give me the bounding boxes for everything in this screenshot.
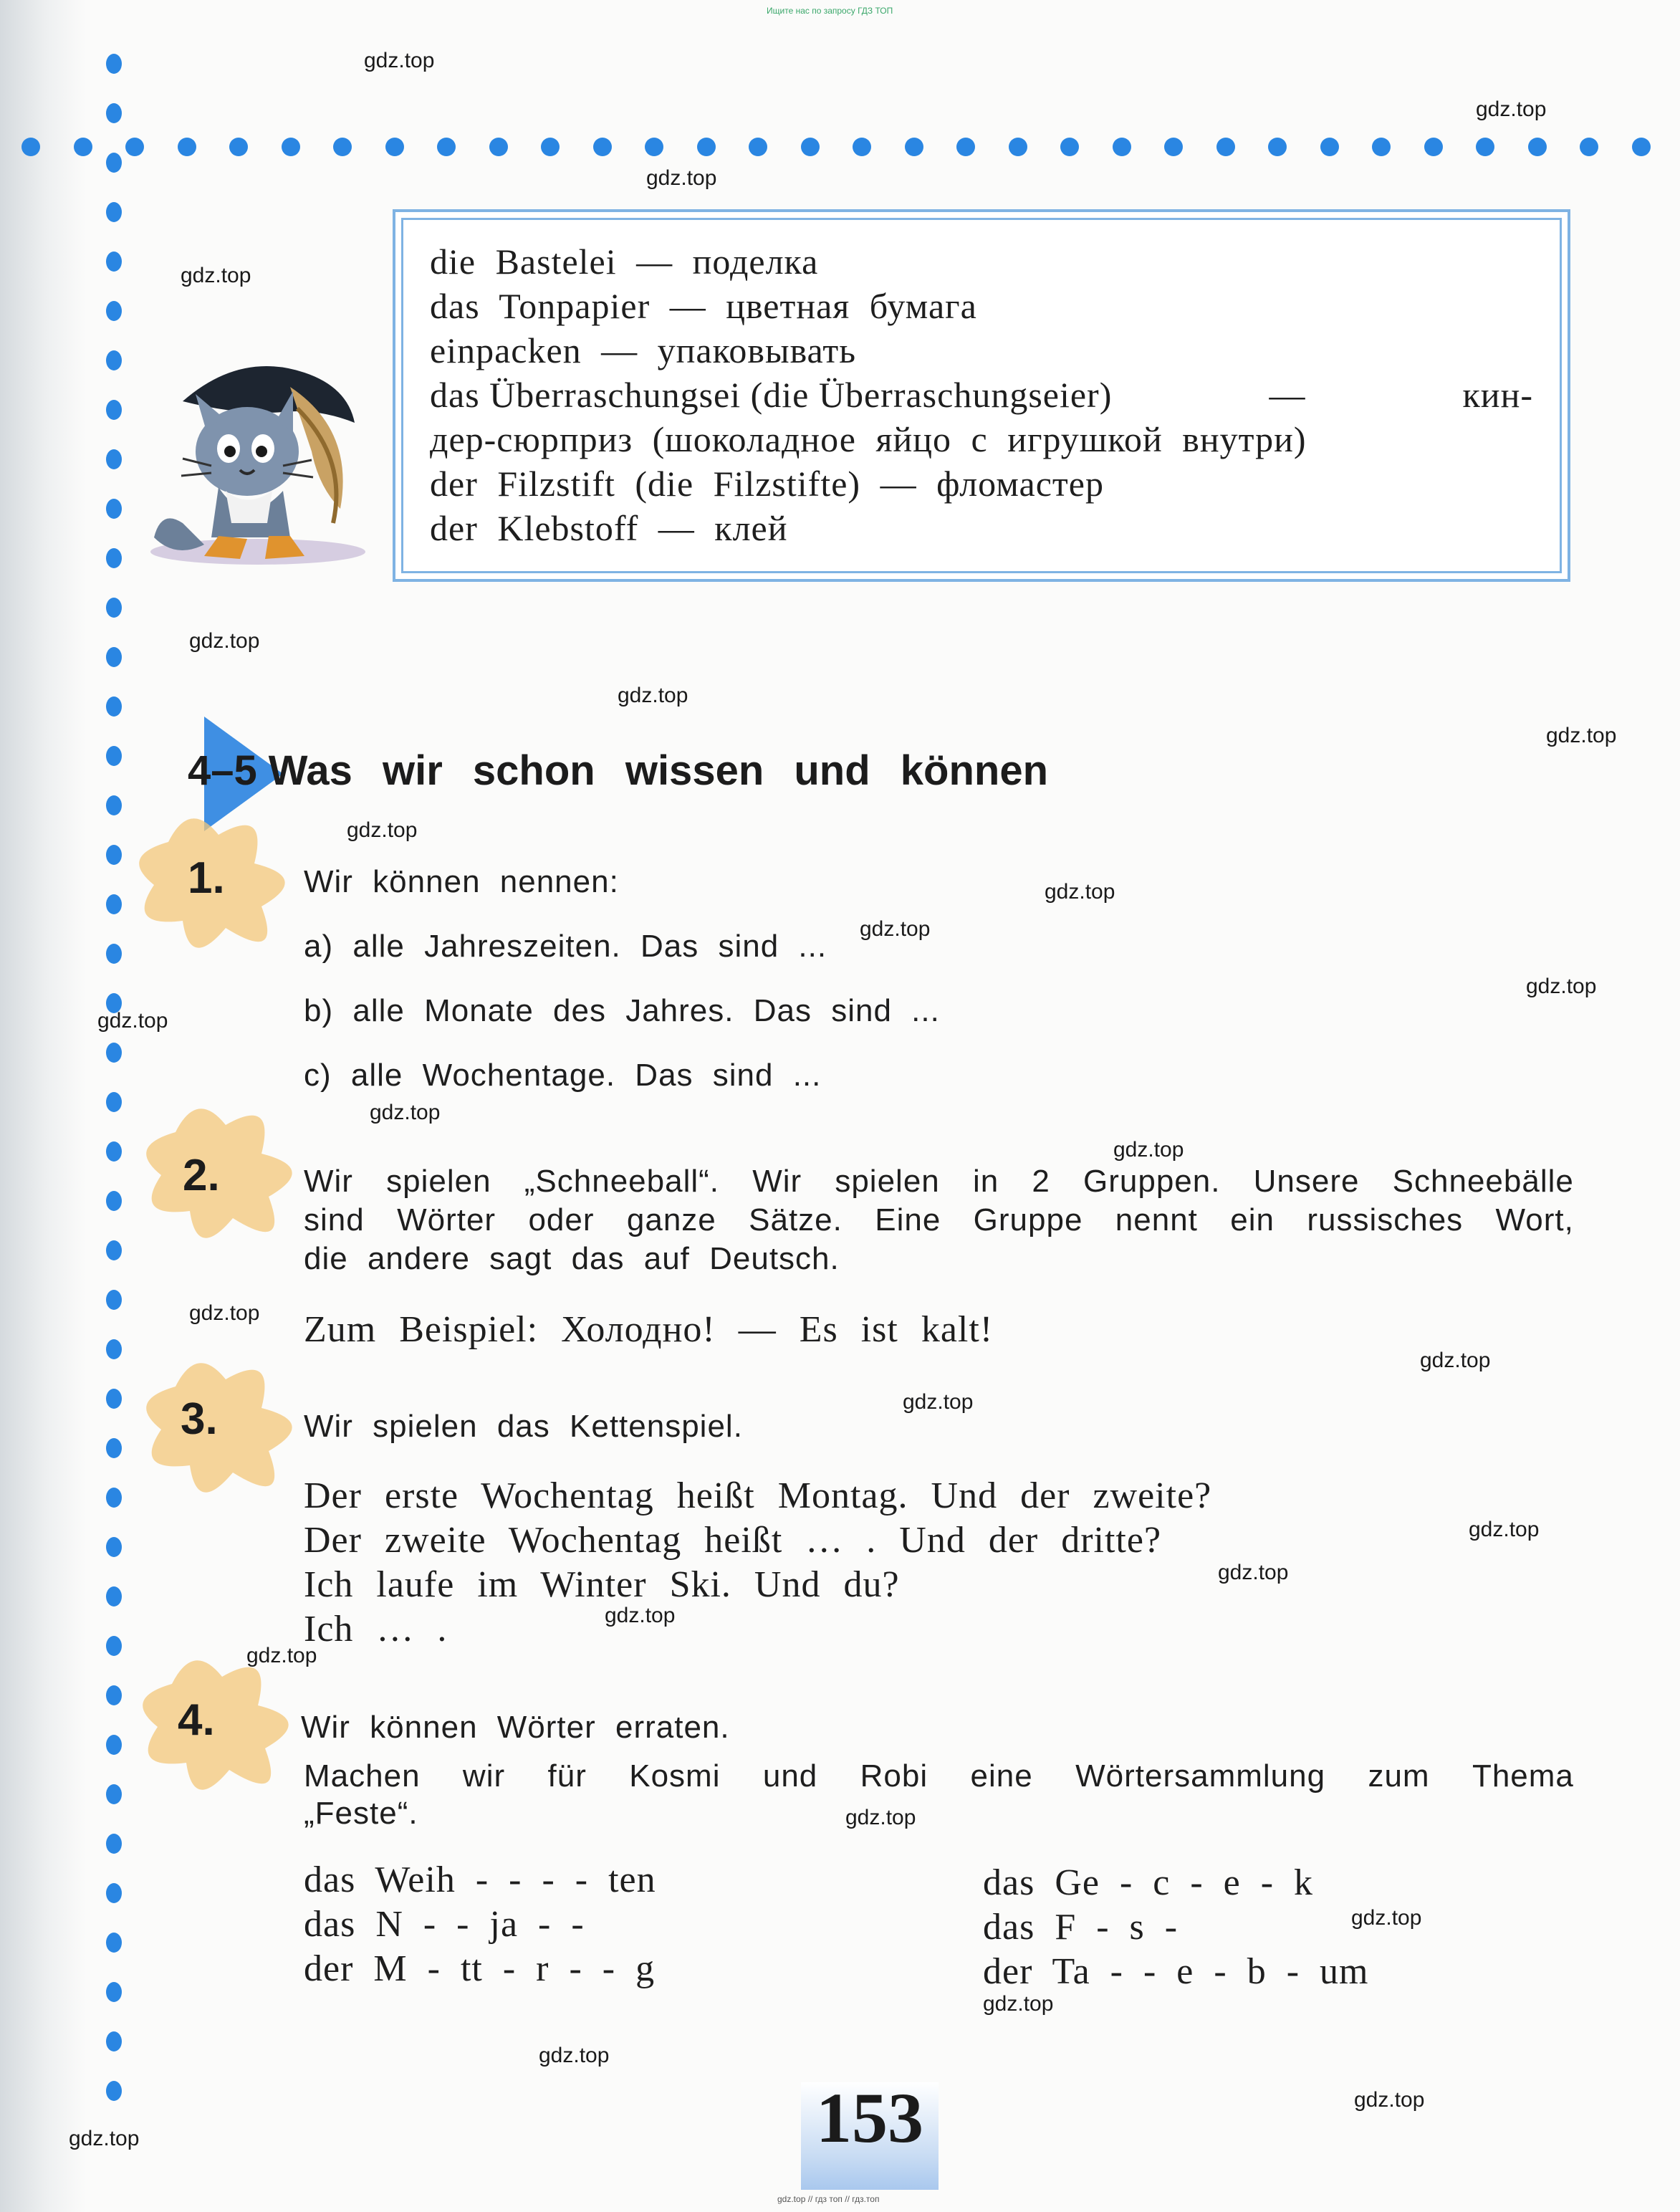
watermark-text: gdz.top — [845, 1806, 916, 1829]
exercise-intro: Wir können nennen: — [304, 864, 619, 899]
border-dot-icon — [106, 153, 122, 173]
watermark-text: gdz.top — [347, 818, 418, 842]
exercise-text-line: Ich … . — [304, 1609, 448, 1650]
vocab-line: das Überraschungsei (die Überraschungseier) — кин- — [430, 375, 1533, 415]
border-dot-icon — [74, 138, 92, 156]
exercise-number: 2. — [183, 1151, 220, 1200]
word-puzzle: der Ta - - e - b - um — [983, 1951, 1369, 1992]
border-dot-icon — [1268, 138, 1287, 156]
border-dot-icon — [106, 647, 122, 667]
border-dot-icon — [749, 138, 767, 156]
border-dot-icon — [1424, 138, 1443, 156]
border-dot-icon — [178, 138, 196, 156]
border-dot-icon — [106, 1685, 122, 1705]
watermark-text: gdz.top — [618, 684, 688, 707]
word-puzzle: das Ge - c - e - k — [983, 1862, 1314, 1903]
exercise-text-line: Ich laufe im Winter Ski. Und du? — [304, 1564, 900, 1605]
vocab-line: einpacken — упаковывать — [430, 330, 857, 370]
border-dot-icon — [905, 138, 923, 156]
watermark-text: gdz.top — [370, 1101, 441, 1124]
border-dot-icon — [1580, 138, 1598, 156]
border-dot-icon — [385, 138, 404, 156]
watermark-text: gdz.top — [1113, 1138, 1184, 1162]
exercise-intro: Wir können Wörter erraten. — [301, 1710, 730, 1745]
border-dot-icon — [106, 1141, 122, 1162]
border-dot-icon — [1528, 138, 1547, 156]
watermark-text: gdz.top — [646, 166, 717, 190]
border-dot-icon — [106, 1389, 122, 1409]
border-dot-icon — [106, 1586, 122, 1607]
exercise-text-line: Der zweite Wochentag heißt … . Und der dritte? — [304, 1520, 1162, 1561]
watermark-text: gdz.top — [364, 49, 435, 72]
border-dot-icon — [106, 1438, 122, 1458]
watermark-text: gdz.top — [1526, 975, 1597, 998]
vocab-line: der Filzstift (die Filzstifte) — фломастер — [430, 464, 1104, 504]
watermark-text: gdz.top — [1420, 1349, 1491, 1372]
border-dot-icon — [106, 548, 122, 568]
exercise-task: Machen wir für Kosmi und Robi eine Wörtersammlung zum Thema — [304, 1758, 1574, 1794]
border-dot-icon — [106, 1784, 122, 1804]
exercise-item: c) alle Wochentage. Das sind ... — [304, 1058, 822, 1093]
exercise-item: a) alle Jahreszeiten. Das sind ... — [304, 929, 827, 964]
top-banner: Ищите нас по запросу ГДЗ ТОП — [767, 6, 893, 16]
border-dot-icon — [106, 1240, 122, 1260]
watermark-text: gdz.top — [1354, 2088, 1425, 2112]
exercise-text-line: Wir spielen „Schneeball“. Wir spielen in 2 Gruppen. Unsere Schneebälle — [304, 1164, 1574, 1199]
border-dot-icon — [541, 138, 560, 156]
watermark-text: gdz.top — [860, 917, 931, 941]
border-dot-icon — [106, 1290, 122, 1310]
section-title: 4–5 Was wir schon wissen und können — [188, 747, 1048, 794]
border-dot-icon — [1632, 138, 1651, 156]
vocabulary-box — [393, 209, 1570, 582]
border-dot-icon — [106, 746, 122, 766]
border-dot-icon — [106, 1735, 122, 1755]
border-dot-icon — [1372, 138, 1391, 156]
border-dot-icon — [229, 138, 248, 156]
border-dot-icon — [106, 1191, 122, 1211]
word-puzzle: der M - tt - r - - g — [304, 1948, 656, 1989]
border-dot-icon — [1216, 138, 1235, 156]
paint-blot-icon — [129, 1641, 315, 1813]
word-puzzle: das Weih - - - - ten — [304, 1859, 656, 1900]
exercise-item: b) alle Monate des Jahres. Das sind ... — [304, 993, 940, 1028]
border-dot-icon — [106, 499, 122, 519]
border-dot-icon — [106, 252, 122, 272]
border-dot-icon — [1113, 138, 1131, 156]
border-dot-icon — [106, 944, 122, 964]
watermark-text: gdz.top — [983, 1992, 1054, 2016]
border-dot-icon — [645, 138, 663, 156]
watermark-text: gdz.top — [1045, 880, 1115, 904]
vocab-line: дер-сюрприз (шоколадное яйцо с игрушкой внутри) — [430, 419, 1307, 459]
watermark-text: gdz.top — [69, 2127, 140, 2150]
border-dot-icon — [106, 1982, 122, 2002]
exercise-intro: Wir spielen das Kettenspiel. — [304, 1409, 743, 1444]
border-dot-icon — [106, 1636, 122, 1656]
border-dot-icon — [106, 1883, 122, 1903]
watermark-text: gdz.top — [1351, 1906, 1422, 1930]
watermark-text: gdz.top — [189, 1301, 260, 1325]
watermark-text: gdz.top — [605, 1604, 676, 1627]
border-dot-icon — [1320, 138, 1339, 156]
border-dot-icon — [106, 1092, 122, 1112]
exercise-text-line: Der erste Wochentag heißt Montag. Und der zweite? — [304, 1475, 1212, 1516]
watermark-text: gdz.top — [189, 629, 260, 653]
border-dot-icon — [956, 138, 975, 156]
border-dot-icon — [106, 350, 122, 370]
border-dot-icon — [106, 1834, 122, 1854]
border-dot-icon — [853, 138, 871, 156]
border-dot-icon — [106, 54, 122, 74]
border-dot-icon — [106, 845, 122, 865]
border-dot-icon — [106, 2031, 122, 2051]
watermark-text: gdz.top — [1546, 724, 1617, 747]
border-dot-icon — [1164, 138, 1183, 156]
watermark-text: gdz.top — [1218, 1561, 1289, 1584]
border-dot-icon — [106, 1933, 122, 1953]
exercise-task: „Feste“. — [304, 1796, 418, 1831]
border-dot-icon — [21, 138, 40, 156]
word-puzzle: das F - s - — [983, 1907, 1179, 1948]
paint-blot-icon — [133, 1089, 319, 1261]
watermark-text: gdz.top — [246, 1644, 317, 1667]
border-dot-icon — [593, 138, 612, 156]
vocab-line: das Tonpapier — цветная бумага — [430, 286, 977, 326]
border-dot-icon — [801, 138, 820, 156]
vocab-line: der Klebstoff — клей — [430, 508, 788, 548]
border-dot-icon — [106, 1488, 122, 1508]
border-dot-icon — [106, 103, 122, 123]
exercise-text-line: die andere sagt das auf Deutsch. — [304, 1241, 840, 1276]
border-dot-icon — [697, 138, 716, 156]
watermark-text: gdz.top — [181, 264, 251, 287]
bottom-banner: gdz.top // гдз топ // гдз.топ — [777, 2194, 880, 2204]
border-dot-icon — [282, 138, 300, 156]
border-dot-icon — [125, 138, 144, 156]
border-dot-icon — [106, 1537, 122, 1557]
cat-illustration-icon — [140, 344, 376, 573]
border-dot-icon — [106, 795, 122, 815]
border-dot-icon — [106, 202, 122, 222]
border-dot-icon — [1009, 138, 1027, 156]
watermark-text: gdz.top — [539, 2044, 610, 2067]
border-dot-icon — [106, 894, 122, 914]
border-dot-icon — [106, 301, 122, 321]
border-dot-icon — [333, 138, 352, 156]
border-dot-icon — [437, 138, 456, 156]
vocab-line: die Bastelei — поделка — [430, 241, 819, 282]
border-dot-icon — [106, 400, 122, 420]
exercise-example: Zum Beispiel: Холодно! — Es ist kalt! — [304, 1309, 994, 1350]
watermark-text: gdz.top — [97, 1009, 168, 1033]
exercise-number: 4. — [178, 1695, 215, 1745]
border-dot-icon — [1060, 138, 1079, 156]
border-dot-icon — [106, 1339, 122, 1359]
exercise-number: 3. — [181, 1394, 218, 1444]
border-dot-icon — [489, 138, 508, 156]
border-dot-icon — [106, 449, 122, 469]
border-dot-icon — [106, 2081, 122, 2101]
page-number: 153 — [816, 2078, 923, 2158]
page-binding-shadow — [0, 0, 86, 2212]
border-dot-icon — [106, 598, 122, 618]
watermark-text: gdz.top — [1469, 1518, 1540, 1541]
exercise-number: 1. — [188, 853, 225, 903]
exercise-text-line: sind Wörter oder ganze Sätze. Eine Gruppe nennt ein russisches Wort, — [304, 1202, 1574, 1237]
watermark-text: gdz.top — [903, 1390, 974, 1414]
border-dot-icon — [106, 1043, 122, 1063]
paint-blot-icon — [133, 1344, 319, 1516]
border-dot-icon — [1476, 138, 1494, 156]
border-dot-icon — [106, 696, 122, 717]
watermark-text: gdz.top — [1476, 97, 1547, 121]
word-puzzle: das N - - ja - - — [304, 1904, 585, 1945]
